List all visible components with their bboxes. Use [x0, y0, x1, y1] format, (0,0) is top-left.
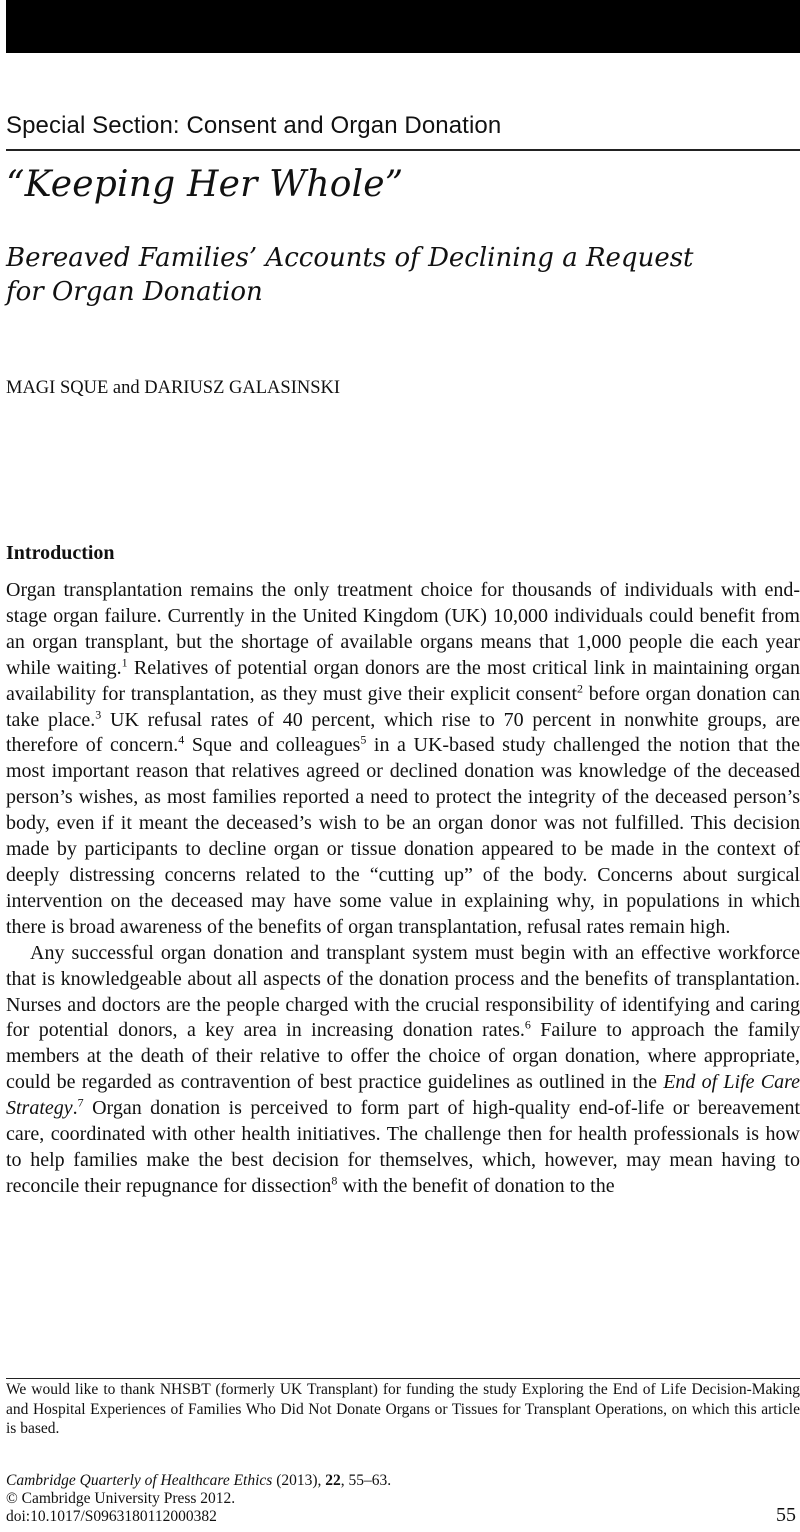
section-rule	[6, 149, 800, 151]
footnote-ref[interactable]: 6	[524, 1017, 531, 1032]
article-body	[6, 578, 800, 1200]
section-heading: Introduction	[6, 542, 115, 564]
citation-block	[6, 1472, 391, 1526]
doi-line[interactable]: doi:10.1017/S0963180112000382	[6, 1508, 217, 1525]
footnote-ref[interactable]: 2	[577, 680, 584, 695]
article-subtitle: Bereaved Families’ Accounts of Declining a Request for Organ Donation	[6, 243, 694, 307]
author-line: MAGI SQUE and DARIUSZ GALASINSKI	[6, 378, 341, 398]
footnote-ref[interactable]: 8	[331, 1173, 338, 1188]
footnote-ref[interactable]: 5	[360, 732, 367, 747]
section-label: Special Section: Consent and Organ Donation	[6, 112, 502, 139]
article-title: “Keeping Her Whole”	[6, 164, 404, 205]
footnote-ref[interactable]: 3	[95, 706, 102, 721]
paragraph: Any successful organ donation and transplant system must begin with an effective workforce that is knowledgeable about all aspects of the donation process and the benefits of transplantation. Nurses and doctors are the people charged with the crucial responsibility of identifying and caring for potential donors, a key area in increasing donation rates.$^6$ Failure to approach the family members at the death of their relative to offer the choice of organ donation, where appropriate, could be regarded as contravention of best practice guidelines as outlined in the End of Life Care Strategy.$^7$ Organ donation is perceived to form part of high-quality end-of-life or bereavement care, coordinated with other health initiatives. The challenge then for health professionals is how to help families make the best decision for themselves, which, however, may mean having to reconcile their repugnance for dissection$^8$ with the benefit of donation to the	[6, 941, 800, 1197]
page-number: 55	[776, 1504, 796, 1526]
copyright-line: © Cambridge University Press 2012.	[6, 1490, 236, 1507]
acknowledgment-footnote: We would like to thank NHSBT (formerly UK Transplant) for funding the study Exploring the End of Life Decision-Making and Hospital Experiences of Families Who Did Not Donate Organs or Tissues for Transplant Operations, on which this article is based.	[6, 1381, 800, 1437]
paragraph: Organ transplantation remains the only treatment choice for thousands of individuals with end-stage organ failure. Currently in the United Kingdom (UK) 10,000 individuals could benefit from an organ transplant, but the shortage of available organs means that 1,000 people die each year while waiting.$^1$ Relatives of potential organ donors are the most critical link in maintaining organ availability for transplantation, as they must give their explicit consent$^2$ before organ donation can take place.$^3$ UK refusal rates of 40 percent, which rise to 70 percent in nonwhite groups, are therefore of concern.$^4$ Sque and colleagues$^5$ in a UK-based study challenged the notion that the most important reason that relatives agreed or declined donation was knowledge of the deceased person’s wishes, as most families reported a need to protect the integrity of the deceased person’s body, even if it meant the deceased’s wish to be an organ donor was not fulfilled. This decision made by participants to decline organ or tissue donation appeared to be made in the context of deeply distressing concerns related to the “cutting up” of the body. Concerns about surgical intervention on the deceased may have some value in explaining why, in populations in which there is broad awareness of the benefits of organ transplantation, refusal rates remain high.	[6, 579, 800, 938]
footnote-ref[interactable]: 1	[121, 655, 128, 670]
footnote-ref[interactable]: 4	[178, 732, 185, 747]
footnote-ref[interactable]: 7	[77, 1095, 84, 1110]
header-bar	[6, 0, 800, 53]
footnote-rule	[6, 1378, 800, 1379]
journal-citation: Cambridge Quarterly of Healthcare Ethics (2013), 22, 55–63.	[6, 1472, 392, 1489]
